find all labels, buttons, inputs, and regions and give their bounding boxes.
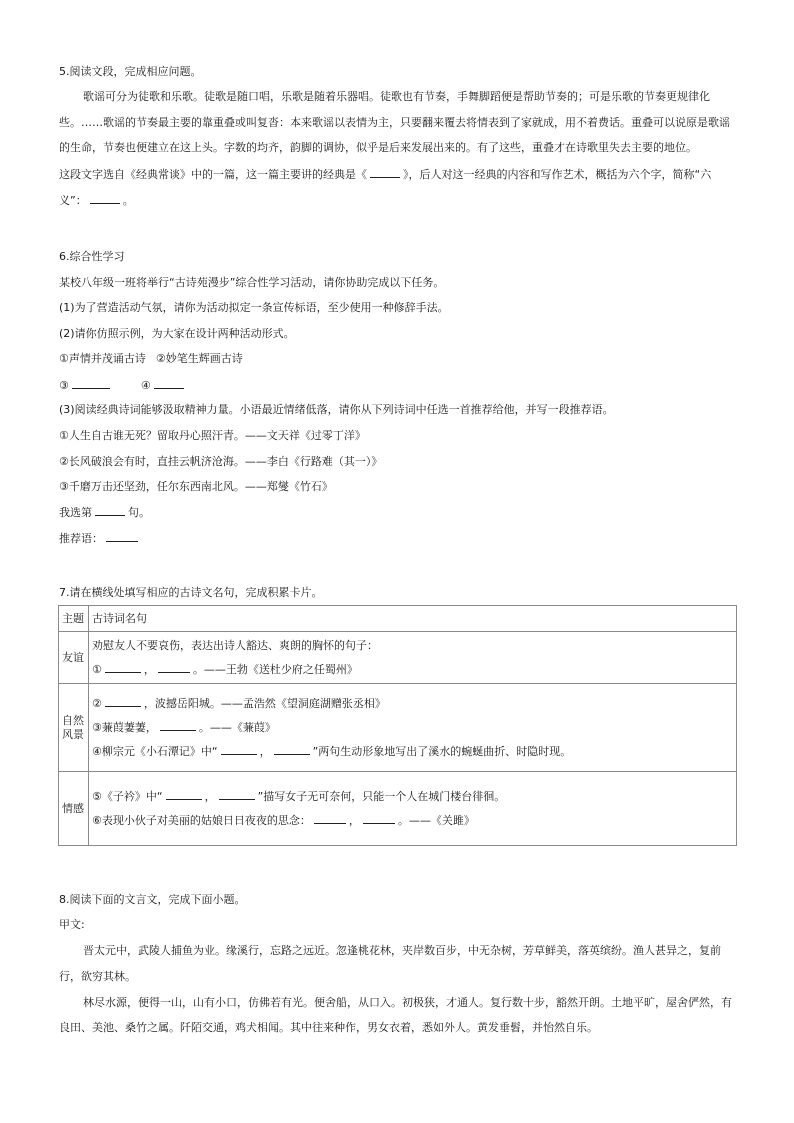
q5-passage-line-1: 歌谣可分为徒歌和乐歌。徒歌是随口唱，乐歌是随着乐器唱。徒歌也有节奏，手舞脚蹈便是帮助节奏的；可是乐歌的节奏更规律化 bbox=[83, 90, 710, 103]
q8-jia-label: 甲文: bbox=[59, 918, 85, 931]
q7-lines-nature bbox=[89, 684, 737, 772]
q7-nature-2a: ② bbox=[92, 697, 102, 710]
q7-header-row bbox=[59, 606, 737, 632]
q7-lines-friendship bbox=[89, 632, 737, 684]
q6-intro: 某校八年级一班将举行“古诗苑漫步”综合性学习活动，请你协助完成以下任务。 bbox=[59, 276, 445, 289]
q6-task-3: (3)阅读经典诗词能够汲取精神力量。小语最近情绪低落，请你从下列诗词中任选一首推荐给他，并写一段推荐语。 bbox=[59, 403, 614, 416]
q7-friend-1c: 。——王勃《送杜少府之任蜀州》 bbox=[192, 662, 358, 676]
q7-friend-line-1 bbox=[92, 662, 733, 677]
q8-passage-1b: 行，欲穷其林。 bbox=[59, 970, 136, 983]
q5-question-d: 。 bbox=[122, 194, 134, 207]
q6-poem-2: ②长风破浪会有时，直挂云帆济沧海。——李白《行路难（其一）》 bbox=[59, 455, 383, 468]
q6-choose-blank[interactable] bbox=[95, 505, 125, 516]
q7-nature-3a: ③蒹葭萋萋， bbox=[92, 721, 157, 734]
q7-blank-2[interactable] bbox=[105, 696, 141, 707]
q7-nature-line-3 bbox=[92, 720, 733, 735]
q7-emotion-6b: ， bbox=[348, 814, 360, 827]
q7-blank-1a[interactable] bbox=[105, 662, 141, 673]
q5-question-cont bbox=[59, 193, 134, 208]
q7-nature-4c: ”两句生动形象地写出了溪水的蜿蜒曲折、时隐时现。 bbox=[312, 745, 572, 758]
q6-title: 6.综合性学习 bbox=[59, 250, 125, 263]
q6-recommend-blank[interactable] bbox=[106, 531, 138, 542]
q7-nature-3b: 。——《蒹葭》 bbox=[198, 721, 276, 734]
q6-task-2: (2)请你仿照示例，为大家在设计两种活动形式。 bbox=[59, 327, 295, 340]
q7-blank-3[interactable] bbox=[160, 720, 196, 731]
q7-title: 7.请在横线处填写相应的古诗文名句，完成积累卡片。 bbox=[59, 586, 323, 599]
q7-blank-1b[interactable] bbox=[158, 662, 190, 673]
q5-passage-line-2: 些。……歌谣的节奏最主要的靠重叠或叫复沓：本来歌谣以表情为主，只要翻来覆去将情表到了家就成，用不着费话。重叠可以说原是歌谣 bbox=[59, 116, 730, 129]
q7-header-theme: 主题 bbox=[59, 606, 89, 632]
q7-friend-1b: ， bbox=[143, 662, 155, 676]
q7-emotion-line-5 bbox=[92, 789, 733, 804]
q6-poem-1: ①人生自古谁无死？留取丹心照汗青。——文天祥《过零丁洋》 bbox=[59, 429, 366, 442]
q8-passage-2b: 良田、美池、桑竹之属。阡陌交通，鸡犬相闻。其中往来种作，男女衣着，悉如外人。黄发垂髫，并怡然自乐。 bbox=[59, 1021, 598, 1034]
q6-answer-4-label: ④ bbox=[140, 379, 151, 392]
q7-header-lines: 古诗词名句 bbox=[89, 606, 737, 632]
q7-lines-emotion bbox=[89, 772, 737, 846]
q6-recommend-label: 推荐语： bbox=[59, 532, 103, 545]
q6-task-1: (1)为了营造活动气氛，请你为活动拟定一条宣传标语，至少使用一种修辞手法。 bbox=[59, 301, 449, 314]
q7-blank-4a[interactable] bbox=[221, 744, 257, 755]
q7-theme-emotion: 情感 bbox=[59, 772, 89, 846]
q6-answers bbox=[59, 378, 187, 393]
q7-theme-nature: 自然风景 bbox=[59, 684, 89, 772]
q7-friend-desc: 劝慰友人不要哀伤，表达出诗人豁达、爽朗的胸怀的句子： bbox=[92, 638, 378, 652]
q7-friend-1a: ① bbox=[92, 662, 102, 676]
q7-blank-5a[interactable] bbox=[166, 789, 202, 800]
q6-choose-a: 我选第 bbox=[59, 506, 92, 519]
q8-title: 8.阅读下面的文言文，完成下面小题。 bbox=[59, 893, 246, 906]
q7-nature-2b: ，波撼岳阳城。——孟浩然《望洞庭湖赠张丞相》 bbox=[143, 697, 386, 710]
q7-row-emotion bbox=[59, 772, 737, 846]
q6-answer-4-blank[interactable] bbox=[154, 378, 184, 389]
q7-blank-6b[interactable] bbox=[363, 813, 395, 824]
q6-answer-3-label: ③ bbox=[59, 379, 69, 392]
q7-blank-4b[interactable] bbox=[274, 744, 310, 755]
q7-emotion-5a: ⑤《子衿》中“ bbox=[92, 790, 163, 803]
q6-choose bbox=[59, 505, 150, 520]
q7-nature-line-4 bbox=[92, 744, 733, 759]
q6-choose-b: 句。 bbox=[128, 506, 150, 519]
q5-question-a: 这段文字选自《经典常谈》中的一篇，这一篇主要讲的经典是《 bbox=[59, 168, 367, 181]
q7-nature-line-2 bbox=[92, 696, 733, 711]
q7-emotion-6a: ⑥表现小伙子对美丽的姑娘日日夜夜的思念： bbox=[92, 814, 311, 827]
q7-nature-4b: ， bbox=[259, 745, 271, 758]
q7-row-nature bbox=[59, 684, 737, 772]
q8-passage-1a: 晋太元中，武陵人捕鱼为业。缘溪行，忘路之远近。忽逢桃花林，夹岸数百步，中无杂树，芳草鲜美，落英缤纷。渔人甚异之，复前 bbox=[83, 944, 721, 957]
q7-row-friendship bbox=[59, 632, 737, 684]
q6-example-1: ①声情并茂诵古诗 bbox=[59, 352, 146, 365]
q6-poem-3: ③千磨万击还坚劲，任尔东西南北风。——郑燮《竹石》 bbox=[59, 480, 333, 493]
q7-blank-5b[interactable] bbox=[219, 789, 255, 800]
q5-title: 5.阅读文段，完成相应问题。 bbox=[59, 65, 202, 78]
q7-nature-4a: ④柳宗元《小石潭记》中“ bbox=[92, 745, 218, 758]
q7-emotion-6c: 。——《关雎》 bbox=[397, 814, 475, 827]
q7-blank-6a[interactable] bbox=[314, 813, 346, 824]
q7-emotion-line-6 bbox=[92, 813, 733, 828]
q6-example-2: ②妙笔生辉画古诗 bbox=[155, 352, 243, 365]
q8-passage-2a: 林尽水源，便得一山，山有小口，仿佛若有光。便舍船，从口入。初极狭，才通人。复行数十步，豁然开朗。土地平旷，屋舍俨然，有 bbox=[83, 996, 732, 1009]
q5-blank-six[interactable] bbox=[90, 193, 120, 204]
q6-recommend bbox=[59, 531, 141, 546]
q7-theme-friendship: 友谊 bbox=[59, 632, 89, 684]
q7-emotion-5c: ”描写女子无可奈何，只能一个人在城门楼台徘徊。 bbox=[257, 790, 506, 803]
q7-emotion-5b: ， bbox=[204, 790, 216, 803]
q5-question-b: 》，后人对这一经典的内容和写作艺术，概括为六个字，简称“六 bbox=[403, 168, 712, 181]
q6-examples bbox=[59, 352, 243, 366]
q7-card-table bbox=[58, 605, 737, 846]
q5-blank-classic[interactable] bbox=[370, 167, 400, 178]
q6-answer-3-blank[interactable] bbox=[72, 378, 110, 389]
q5-question bbox=[59, 167, 711, 182]
q5-question-c: 义”： bbox=[59, 194, 87, 207]
q5-passage-line-3: 的生命，节奏也便建立在这上头。字数的均齐，韵脚的调协，似乎是后来发展出来的。有了这些，重叠才在诗歌里失去主要的地位。 bbox=[59, 141, 697, 154]
